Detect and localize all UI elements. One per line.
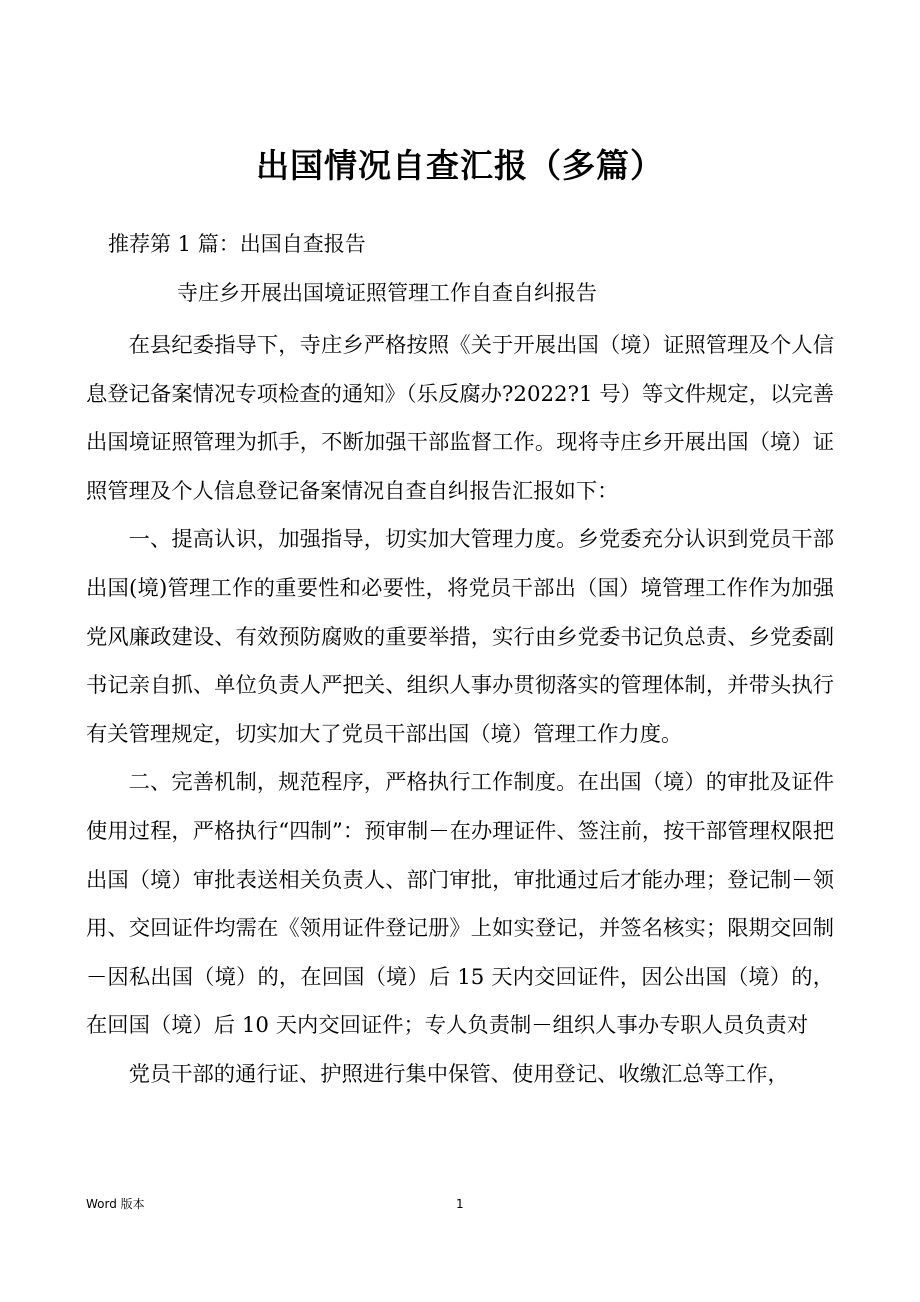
paragraph: 在县纪委指导下，寺庄乡严格按照《关于开展出国（境）证照管理及个人信息登记备案情况专项检查的通知》（乐反腐办?2022?1 号）等文件规定，以完善出国境证照管理为抓手，不断加强干部监督工作。现将寺庄乡开展出国（境）证照管理及个人信息登记备案情况自查自纠报告汇报如下： — [86, 333, 834, 504]
paragraph: 二、完善机制，规范程序，严格执行工作制度。在出国（境）的审批及证件使用过程，严格执行“四制”：预审制－在办理证件、签注前，按干部管理权限把出国（境）审批表送相关负责人、部门审批，审批通过后才能办理；登记制－领用、交回证件均需在《领用证件登记册》上如实登记，并签名核实；限期交回制－因私出国（境）的，在回国（境）后 15 天内交回证件，因公出国（境）的，在回国（境）后 10 天内交回证件；专人负责制－组织人事办专职人员负责对 — [86, 770, 834, 1039]
document-body — [86, 322, 834, 1100]
report-title: 寺庄乡开展出国境证照管理工作自查自纠报告 — [177, 281, 597, 305]
paragraph: 一、提高认识，加强指导，切实加大管理力度。乡党委充分认识到党员干部出国(境)管理工作的重要性和必要性，将党员干部出（国）境管理工作作为加强党风廉政建设、有效预防腐败的重要举措，实行由乡党委书记负总责、乡党委副书记亲自抓、单位负责人严把关、组织人事办贯彻落实的管理体制，并带头执行有关管理规定，切实加大了党员干部出国（境）管理工作力度。 — [86, 527, 834, 747]
paragraph: 党员干部的通行证、护照进行集中保管、使用登记、收缴汇总等工作， — [128, 1061, 789, 1087]
document-title: 出国情况自查汇报（多篇） — [256, 146, 664, 185]
footer-label: Word 版本 — [86, 1197, 145, 1211]
page-number: 1 — [456, 1197, 464, 1211]
document-subtitle: 推荐第 1 篇：出国自查报告 — [108, 232, 366, 256]
